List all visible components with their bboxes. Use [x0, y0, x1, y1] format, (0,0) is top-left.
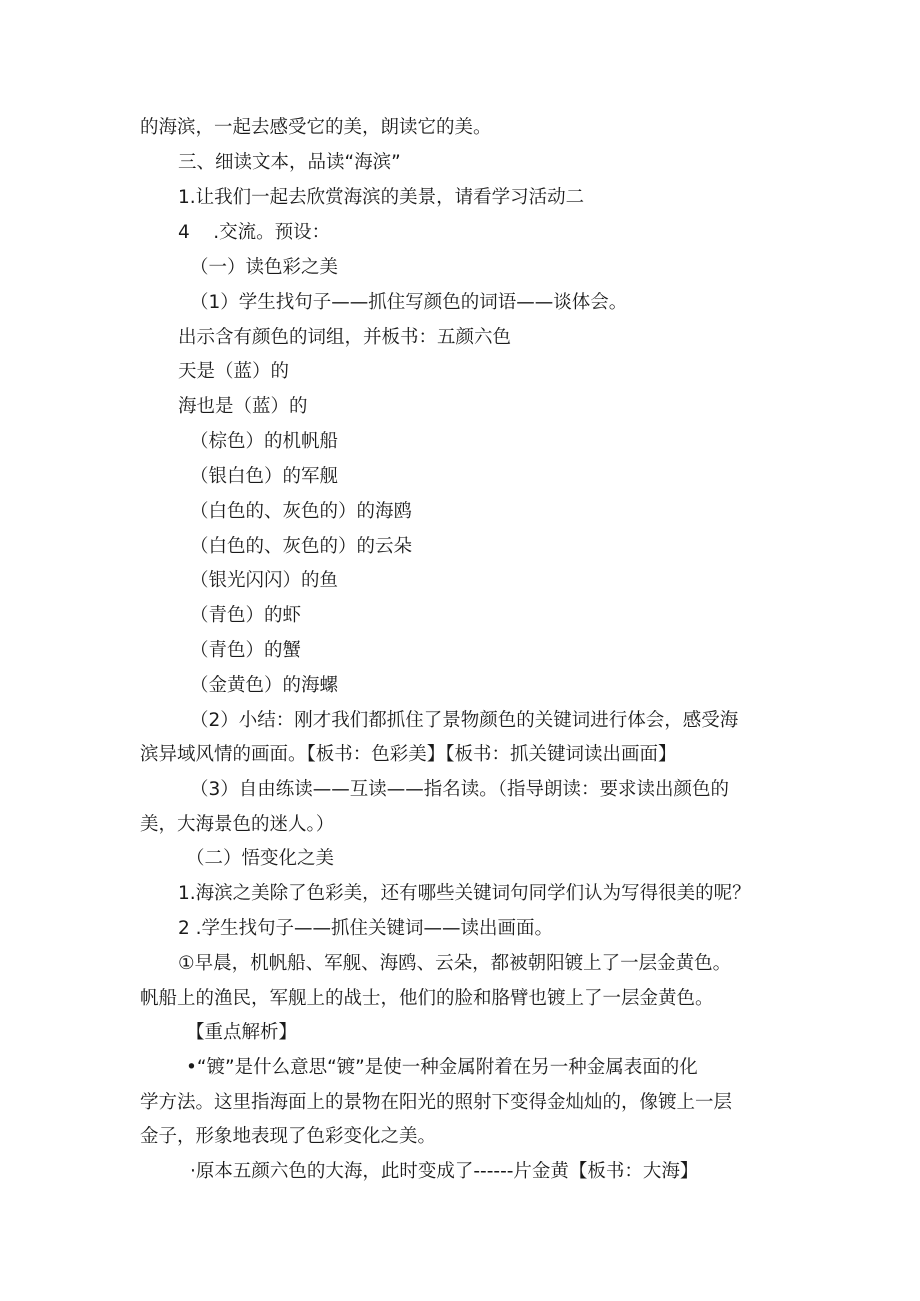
color-phrase: （金黄色）的海螺: [190, 675, 339, 696]
text-line: 美，大海景色的迷人。）: [140, 814, 335, 835]
analysis-heading: 【重点解析】: [186, 1022, 298, 1043]
text-line: 1.海滨之美除了色彩美，还有哪些关键词句同学们认为写得很美的呢？: [178, 883, 751, 904]
text-line: 帆船上的渔民，军舰上的战士，他们的脸和胳臂也镀上了一层金黄色。: [140, 988, 714, 1009]
text-line: 的海滨，一起去感受它的美，朗读它的美。: [140, 117, 492, 138]
text-line: 2 .学生找句子——抓住关键词——读出画面。: [178, 918, 554, 939]
color-phrase: （青色）的蟹: [190, 640, 302, 661]
text-line: ①早晨，机帆船、军舰、海鸥、云朵，都被朝阳镀上了一层金黄色。: [178, 953, 732, 974]
text-line: •“镀”是什么意思“镀”是使一种金属附着在另一种金属表面的化: [186, 1057, 698, 1078]
text-line: ·原本五颜六色的大海，此时变成了------片金黄【板书：大海】: [190, 1161, 699, 1182]
color-phrase: （银白色）的军舰: [190, 466, 339, 487]
color-phrase: 海也是（蓝）的: [178, 396, 308, 417]
subsection-heading: （二）悟变化之美: [186, 848, 335, 869]
section-heading: 三、细读文本，品读“海滨”: [178, 152, 401, 173]
text-line: （3）自由练读——互读——指名读。（指导朗读：要求读出颜色的: [190, 779, 730, 800]
subsection-heading: （一）读色彩之美: [190, 257, 339, 278]
color-phrase: （青色）的虾: [190, 605, 302, 626]
text-line: （1）学生找句子——抓住写颜色的词语——谈体会。: [190, 292, 628, 313]
text-line: 出示含有颜色的词组，并板书：五颜六色: [178, 327, 512, 348]
text-line: 学方法。这里指海面上的景物在阳光的照射下变得金灿灿的，像镀上一层: [140, 1092, 733, 1113]
color-phrase: （银光闪闪）的鱼: [190, 570, 339, 591]
color-phrase: 天是（蓝）的: [178, 361, 290, 382]
text-line: 滨异域风情的画面。【板书：色彩美】【板书：抓关键词读出画面】: [140, 744, 677, 765]
text-line: 4 .交流。预设：: [178, 222, 331, 243]
color-phrase: （棕色）的机帆船: [190, 431, 339, 452]
color-phrase: （白色的、灰色的）的云朵: [190, 536, 413, 557]
color-phrase: （白色的、灰色的）的海鸥: [190, 501, 413, 522]
text-line: 金子，形象地表现了色彩变化之美。: [140, 1126, 437, 1147]
text-line: 1.让我们一起去欣赏海滨的美景，请看学习活动二: [178, 187, 585, 208]
text-line: （2）小结：刚才我们都抓住了景物颜色的关键词进行体会，感受海: [190, 710, 739, 731]
